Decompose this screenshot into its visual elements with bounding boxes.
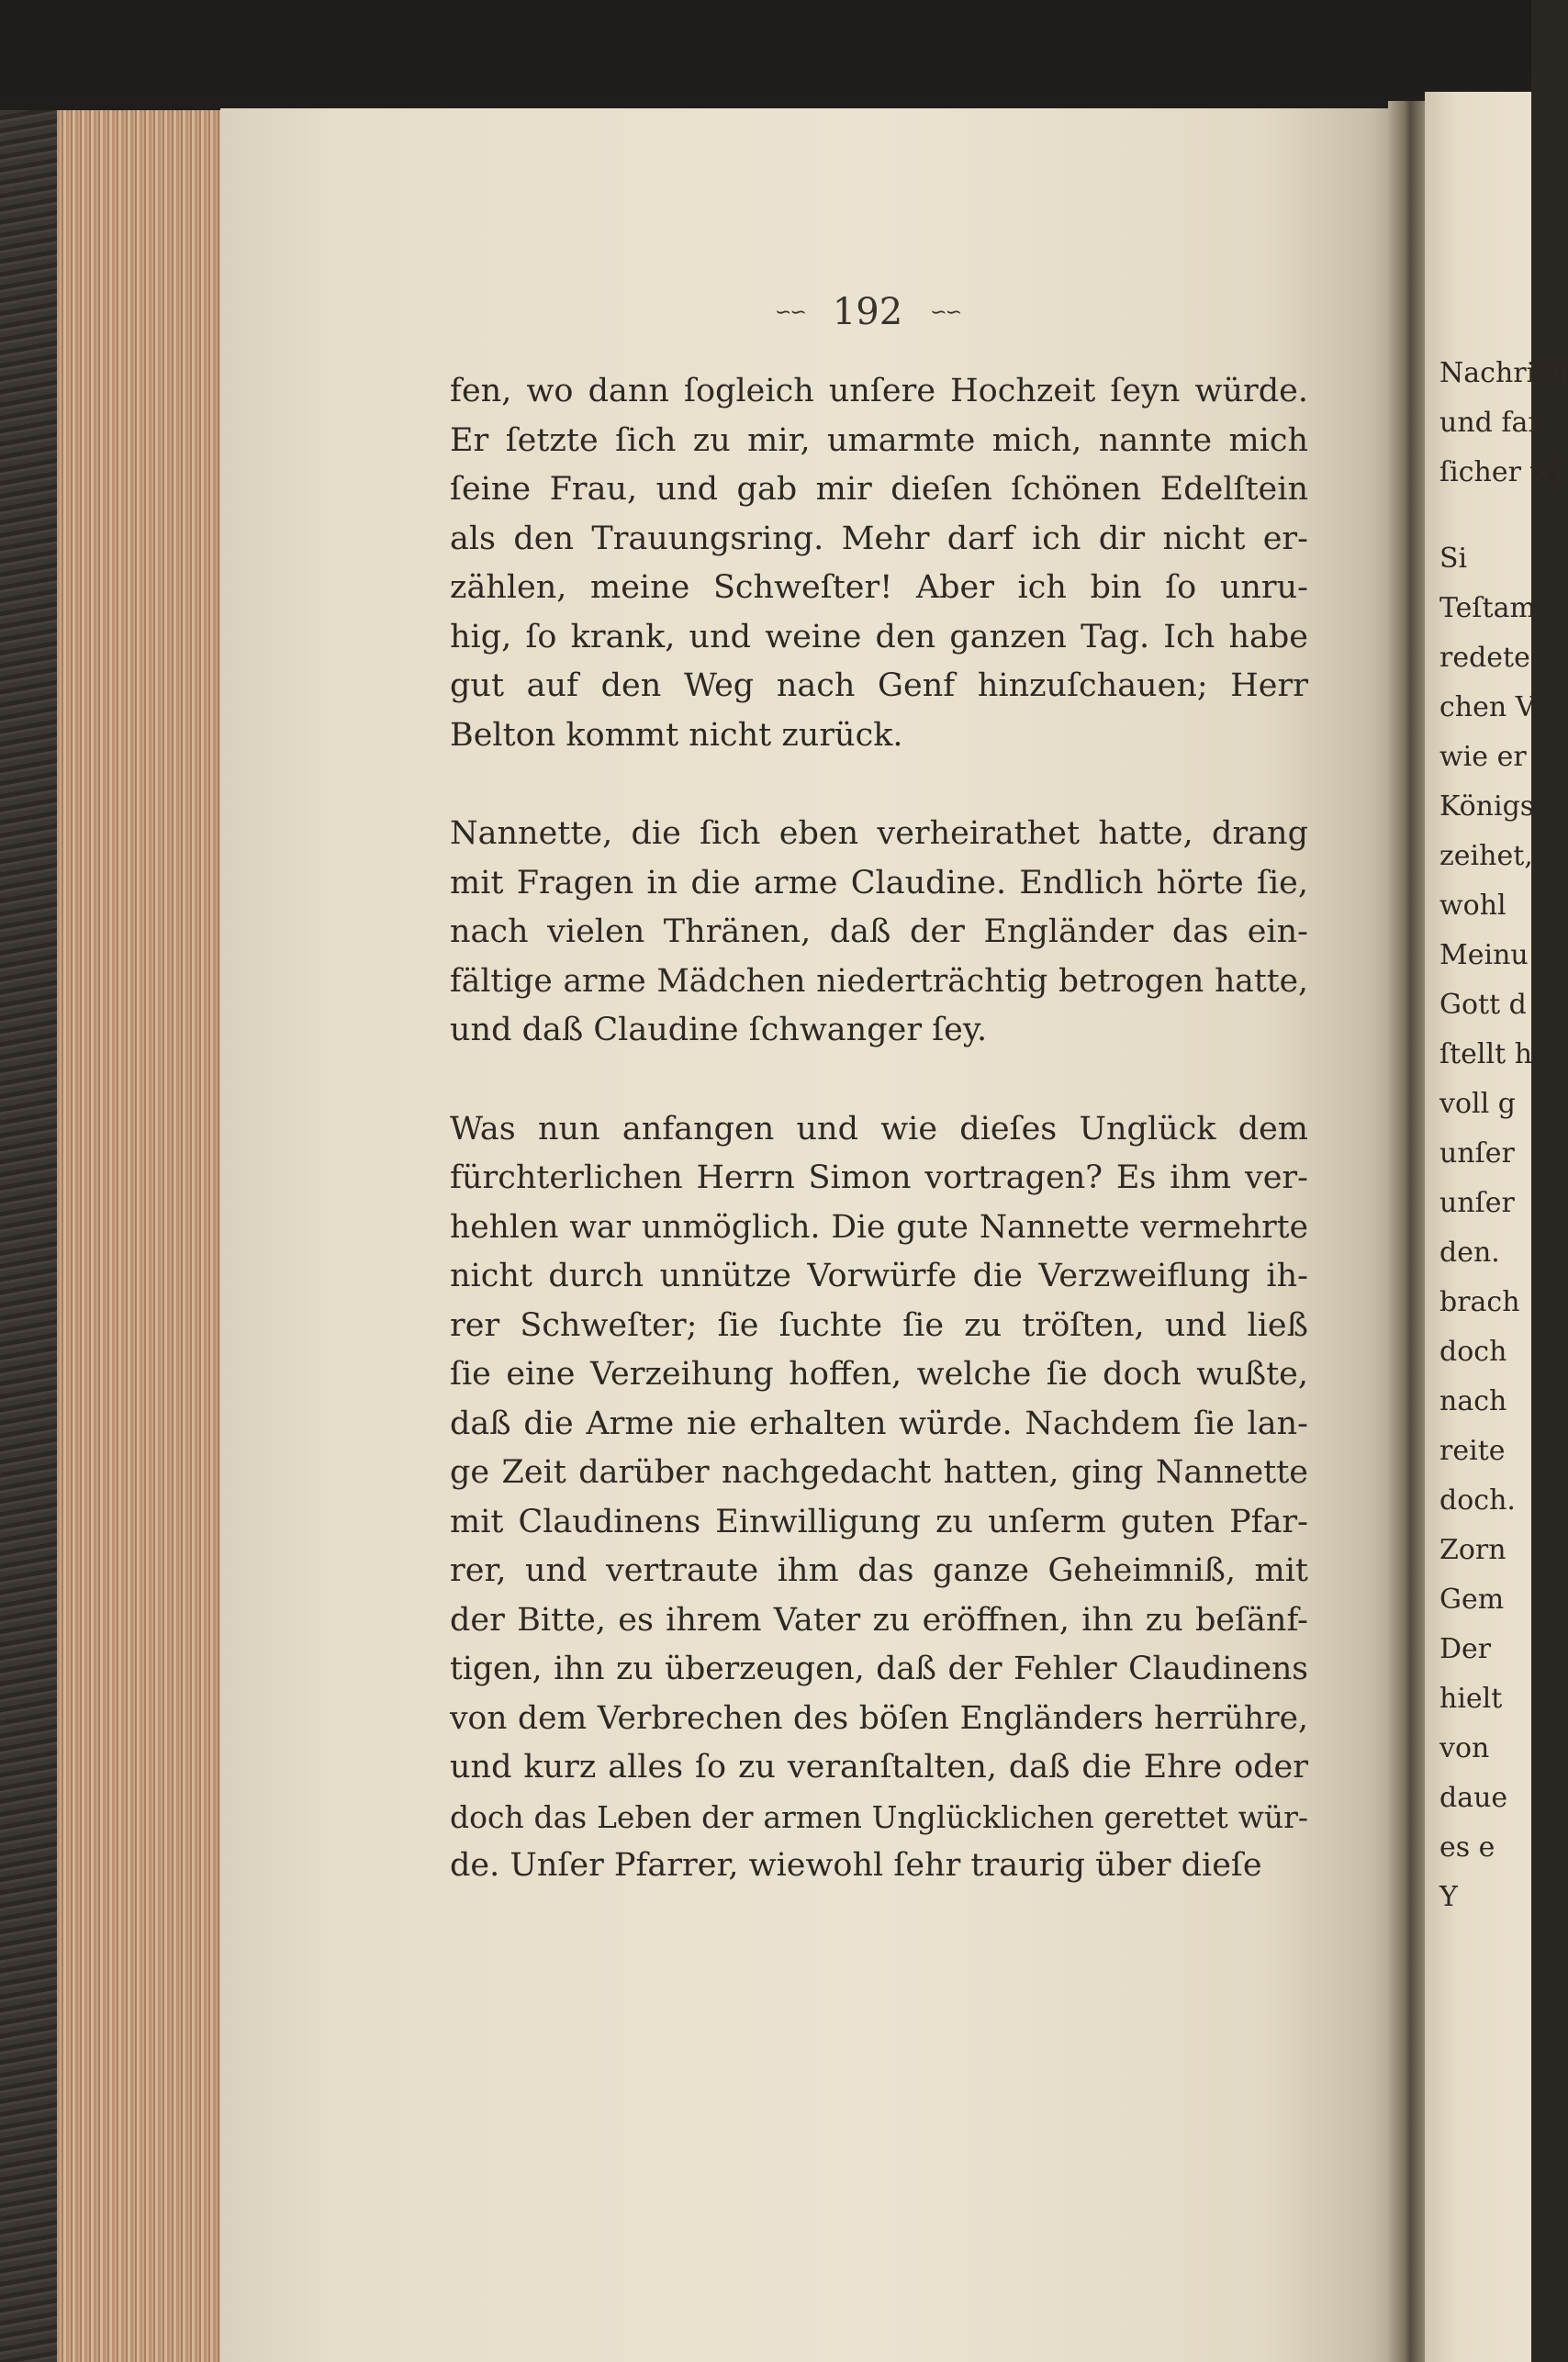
book-cover-edge [0,110,57,2362]
right-page-line: Y [1439,1881,1458,1913]
text-line: Nannette, die ſich eben verheirathet hatte, drang [450,815,1308,852]
text-line: Belton kommt nicht zurück. [450,716,903,754]
right-page-line: redete [1439,642,1530,674]
right-page-line: wie er [1439,741,1527,773]
right-page-line: Si [1439,543,1468,575]
text-line: fältige arme Mädchen niederträchtig betrogen hatte, [450,962,1308,1000]
right-page-line: Nachrich [1439,357,1568,389]
text-line: ſie eine Verzeihung hoffen, welche ſie doch wußte, [450,1356,1308,1393]
right-page-line: von [1439,1732,1490,1764]
right-page-line: Der [1439,1633,1492,1665]
right-page-text-fragments [1439,349,1568,1922]
ornament-left: ∽∽ [774,300,805,324]
right-page-line: Meinu [1439,939,1529,971]
text-line: fen, wo dann ſogleich unſere Hochzeit ſeyn würde. [450,373,1308,409]
text-line: tigen, ihn zu überzeugen, daß der Fehler Claudinens [450,1651,1308,1687]
text-line: rer Schweſter; ſie ſuchte ſie zu tröſten, und ließ [450,1306,1308,1344]
running-head [734,285,1001,340]
book-gutter [1388,101,1425,2362]
page-number: 192 [832,291,903,333]
text-line: der Bitte, es ihrem Vater zu eröffnen, ihn zu beſänf- [450,1601,1308,1639]
paragraph [450,1105,1308,1891]
right-page-line: es e [1439,1831,1495,1864]
ornament-right: ∽∽ [930,300,961,324]
text-line: fürchterlichen Herrn Simon vortragen? Es ihm ver- [450,1159,1308,1196]
text-line: und daß Claudine ſchwanger ſey. [450,1012,988,1048]
right-page-line: doch [1439,1336,1507,1368]
text-line: Er ſetzte ſich zu mir, umarmte mich, nannte mich [450,421,1308,459]
right-page-line: den. [1439,1237,1500,1269]
text-line: von dem Verbrechen des böſen Engländers herrühre, [450,1699,1308,1737]
right-page-line: daue [1439,1782,1508,1814]
right-page-line: Teſtam [1439,592,1536,624]
text-line: doch das Leben der armen Unglücklichen gerettet wür- [450,1798,1308,1835]
text-line: nicht durch unnütze Vorwürfe die Verzweiflung ih- [450,1258,1308,1294]
right-page-line: Gem [1439,1584,1505,1616]
text-line: mit Claudinens Einwilligung zu unſerm guten Pfar- [450,1503,1308,1540]
paragraph [450,367,1308,760]
text-line: Was nun anfangen und wie dieſes Unglück dem [450,1110,1308,1147]
right-page-line: nach [1439,1385,1507,1417]
right-page-line: reite [1439,1435,1506,1467]
text-line: als den Trauungsring. Mehr darf ich dir nicht er- [450,520,1308,557]
text-line: daß die Arme nie erhalten würde. Nachdem ſie lan- [450,1405,1308,1442]
right-page-line: ſtellt h [1439,1038,1533,1070]
right-page-line: Königs [1439,790,1535,823]
body-text [450,367,1308,1891]
right-page-line: wohl [1439,890,1506,922]
right-page-line: chen V [1439,691,1536,723]
text-line: und kurz alles ſo zu veranſtalten, daß die Ehre oder [450,1749,1308,1785]
right-page-line: Gott d [1439,989,1527,1021]
text-line: gut auf den Weg nach Genf hinzuſchauen; Herr [450,667,1308,704]
text-line: mit Fragen in die arme Claudine. Endlich hörte ſie, [450,864,1308,901]
right-page-line: doch. [1439,1484,1516,1517]
right-page-line: unſer [1439,1187,1515,1219]
right-page-line: zeihet, [1439,840,1533,872]
text-line: nach vielen Thränen, daß der Engländer das ein- [450,913,1308,950]
text-line: de. Unſer Pfarrer, wiewohl ſehr traurig über dieſe [450,1847,1262,1884]
right-page-line: Zorn [1439,1534,1506,1566]
right-page-line: brach [1439,1286,1520,1318]
right-page-line: voll g [1439,1088,1516,1120]
page-block-edges [57,110,220,2362]
text-line: hehlen war unmöglich. Die gute Nannette vermehrte [450,1208,1308,1246]
text-line: ge Zeit darüber nachgedacht hatten, ging Nannette [450,1454,1308,1491]
text-line: hig, ſo krank, und weine den ganzen Tag. Ich habe [450,618,1308,655]
text-line: rer, und vertraute ihm das ganze Geheimniß, mit [450,1552,1308,1589]
right-page-line: hielt [1439,1683,1503,1715]
right-page-line: und fan [1439,407,1546,439]
right-page-line: unſer [1439,1137,1515,1170]
paragraph [450,810,1308,1056]
text-line: ſeine Frau, und gab mir dieſen ſchönen Edelſtein [450,471,1308,508]
right-page-line: ſicher wi [1439,456,1562,488]
text-line: zählen, meine Schweſter! Aber ich bin ſo unru- [450,569,1308,606]
